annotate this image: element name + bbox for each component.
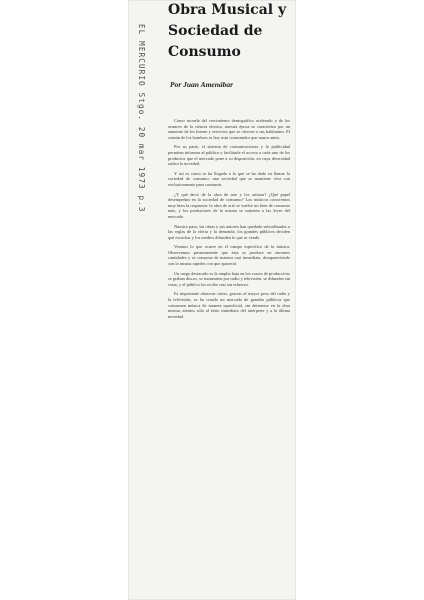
article-paragraph: Y así es como se ha llegado a lo que se ha dado en llamar la sociedad de consumo; una sociedad que se mantiene viva con exclusivamente para consumir. [168, 170, 290, 187]
headline-line-3: Consumo [168, 44, 241, 60]
article-paragraph: Un rasgo destacado es la amplia baja en los costos de producción; se graban discos, se transmiten por radio y televisión, se difunden sin cesar, y el público los recibe casi sin esfuerzo. [168, 270, 290, 287]
newspaper-clipping [128, 0, 296, 600]
headline-line-1: Obra Musical y [168, 2, 287, 18]
article-paragraph: Veamos lo que ocurre en el campo específico de la música. Observamos primeramente que ésta se produce en enormes cantidades y se consume de manera casi inmediata, desapareciendo con la misma rapidez con que apareció. [168, 244, 290, 267]
article-paragraph: Nuestro paso, las obras y sus autores han quedado subordinados a las reglas de la oferta y la demanda; los grandes públicos deciden qué escuchar y los medios difunden lo que se vende. [168, 223, 290, 240]
article-paragraph: Por su parte, el sistema de comunicaciones y la publicidad permiten informar al público y facilitarle el acceso a cada uno de los productos que el mercado pone a su disposición, en cuya diversidad radica la novedad. [168, 144, 290, 167]
headline-line-2: Sociedad de [168, 23, 263, 39]
article-byline: Por Juan Amenábar [170, 80, 234, 89]
article-paragraph: Como secuela del crecimiento demográfico acelerado y de los avances de la ciencia técnica, nuestra época se caracteriza por un aumento de los bienes y servicios que se ofrecen a sus habitantes. El común de los hombres es hoy más consumidor que nunca antes. [168, 118, 290, 140]
article-paragraph: ¿Y qué decir de la obra de arte y los artistas? ¿Qué papel desempeñan en la sociedad de consumo? Los músicos conocemos muy bien la respuesta: la obra de arte se vuelve un bien de consumo más, y los productores de la misma se someten a las leyes del mercado. [168, 191, 290, 219]
article-paragraph: Es importante observar cómo, gracias al mayor peso del radio y la televisión, se ha creado un mercado de grandes públicos que consumen música de manera superficial, sin detenerse en la obra misma, atentos sólo al éxito inmediato del intérprete y a la última novedad. [168, 291, 290, 319]
archive-stamp [128, 0, 152, 600]
article-headline [168, 0, 294, 63]
article-body [168, 118, 290, 323]
archive-stamp-text: EL MERCURIO Stgo. 20 mar 1973 p.3 [137, 24, 146, 213]
